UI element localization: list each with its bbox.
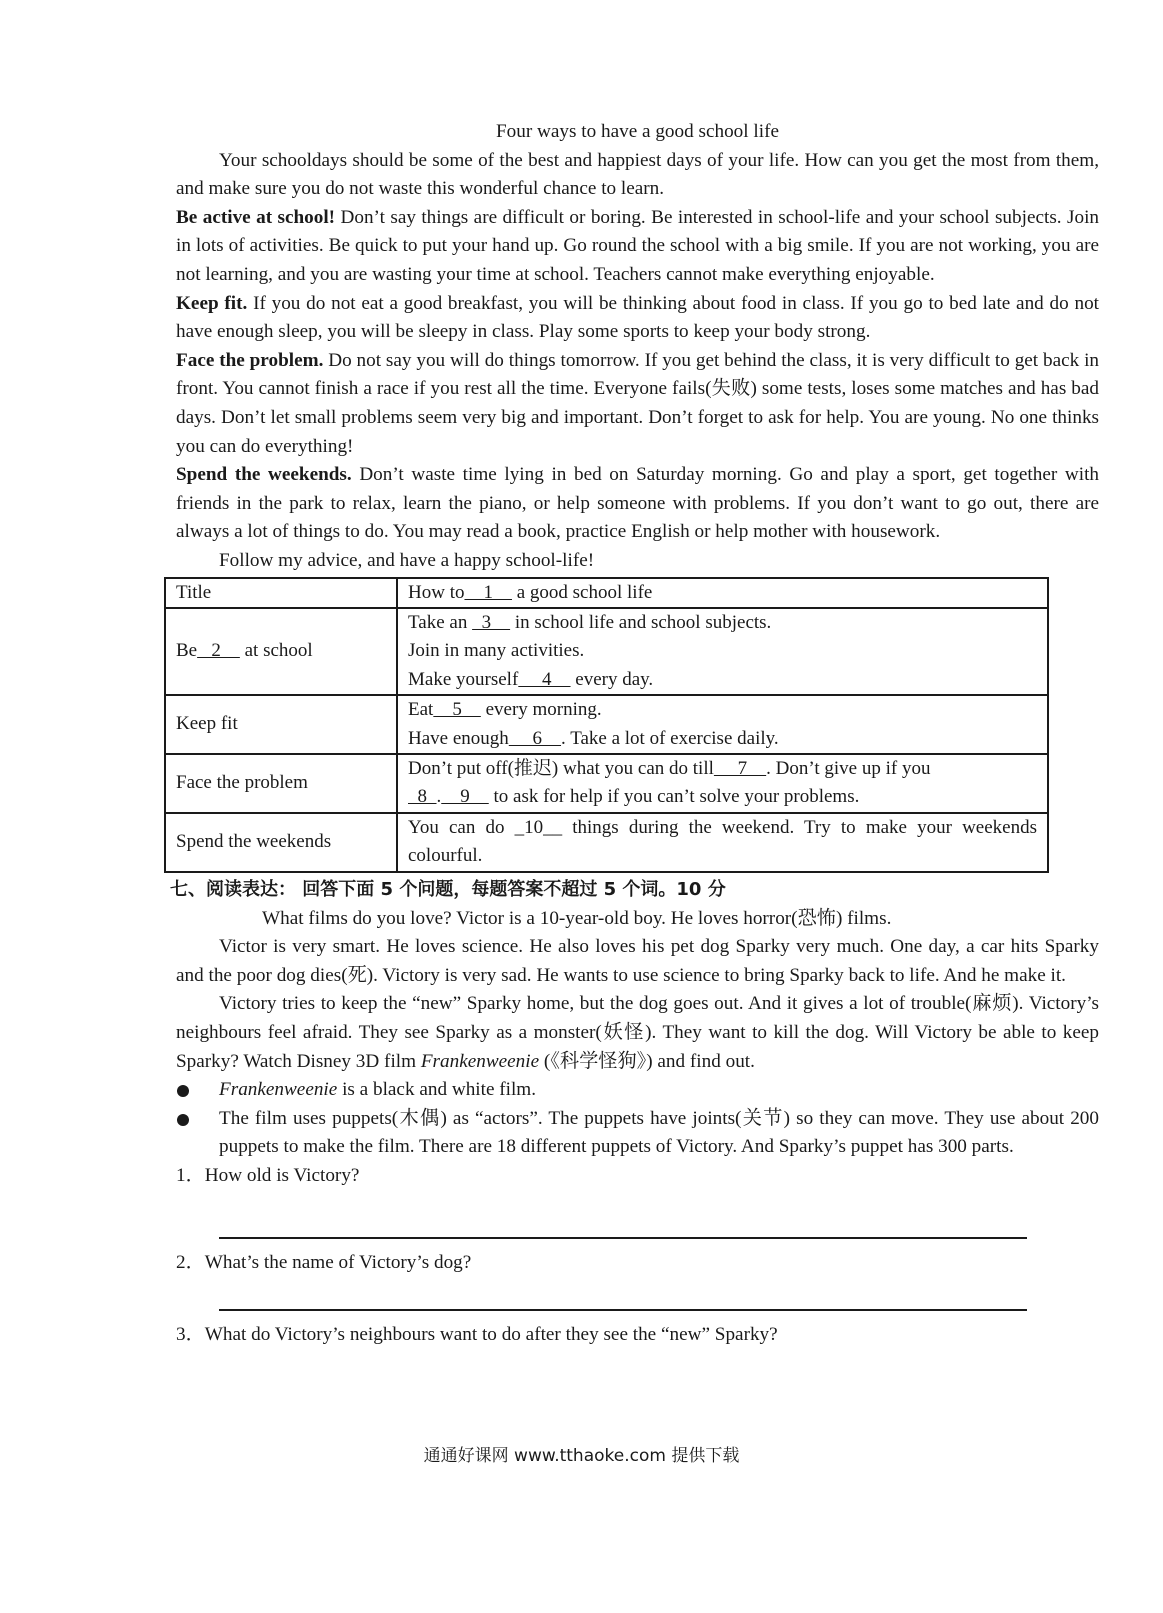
cell-text: (《科学怪狗》) and find out. [539,1050,755,1072]
blank-6[interactable]: 6 [508,727,562,749]
bullet-dot-icon [177,1085,189,1097]
section-heading: Face the problem. [176,349,324,371]
cell-line [408,696,1037,724]
table-row [165,695,1048,754]
bullet-text: is a black and white film. [337,1079,537,1101]
cell-text: . Take a lot of exercise daily. [561,727,779,749]
section-face-problem [176,347,1099,461]
table-cell-content [397,578,1048,608]
cell-text: Victory tries to keep the “new” Sparky home, but the dog goes out. And it gives a lot of trouble(麻烦). Victory’s neighbours feel afraid. They see Sparky as a monster(妖怪). They want to kill the dog. Will Victory be able to keep Sparky? Watch Disney 3D film [176,993,1099,1072]
cell-text: . [436,786,442,808]
cell-text: to ask for help if you can’t solve your problems. [488,786,860,808]
section-heading: Keep fit. [176,292,248,314]
cell-line [408,609,1037,637]
passage-intro: Your schooldays should be some of the best and happiest days of your life. How can you get the most from them, and make sure you do not waste this wonderful chance to learn. [176,149,1099,200]
cell-line [408,783,1037,811]
blank-4[interactable]: 4 [518,668,571,690]
table-cell-content [397,754,1048,813]
section-be-active [176,204,1099,290]
cell-text: Take an [408,611,473,633]
content-column [170,118,1099,1350]
bullet-item [176,1076,1099,1105]
passage-title: Four ways to have a good school life [496,121,779,142]
blank-8[interactable]: 8 [408,786,437,808]
cell-line: Join in many activities. [408,640,585,662]
cell-text: . Don’t give up if you [766,757,931,779]
cell-line [408,666,1037,694]
section-heading: Spend the weekends. [176,464,352,486]
film-paragraph-2 [176,990,1099,1076]
cell-text: a good school life [511,581,653,603]
bullet-item [176,1105,1099,1162]
cell-text: in school life and school subjects. [510,611,772,633]
table-cell-content [397,695,1048,754]
passage-closing: Follow my advice, and have a happy school-life! [219,549,595,571]
section-body: Don’t waste time lying in bed on Saturday morning. Go and play a sport, get together with friends in the park to relax, learn the piano, or help someone with problems. If you don’t want to go out, there are always a lot of things to do. You may read a book, practice English or help mother with housework. [176,464,1099,543]
cell-line [408,755,1037,783]
section-body: If you do not eat a good breakfast, you will be thinking about food in class. If you go to bed late and do not have enough sleep, you will be sleepy in class. Play some sports to keep your body strong. [176,292,1099,343]
table-cell-label: Title [165,578,397,608]
section-body: Don’t say things are difficult or boring. Be interested in school-life and your school subjects. Join in lots of activities. Be quick to put your hand up. Go round the school with a big smile. If you are not working, you are not learning, and you are wasting your time at school. Teachers cannot make everything enjoyable. [176,206,1099,285]
bullet-dot-icon [177,1114,189,1126]
section7-heading: 七、阅读表达： 回答下面 5 个问题，每题答案不超过 5 个词。10 分 [170,878,726,900]
cell-text: at school [239,640,313,662]
cell-text: every day. [570,668,654,690]
blank-2[interactable]: 2 [197,640,240,662]
cell-text: Have enough [408,727,509,749]
section-body: Do not say you will do things tomorrow. If you get behind the class, it is very difficult to get back in front. You cannot finish a race if you rest all the time. Everyone fails(失败) some tests, loses some matches and has bad days. Don’t let small problems seem very big and important. Don’t forget to ask for help. You are young. No one thinks you can do everything! [176,349,1099,457]
blank-7[interactable]: 7 [713,757,767,779]
film-intro: What films do you love? Victor is a 10-year-old boy. He loves horror(恐怖) films. [262,907,892,929]
table-cell-label: Face the problem [165,754,397,813]
film-paragraph-1: Victor is very smart. He loves science. He also loves his pet dog Sparky very much. One day, a car hits Sparky and the poor dog dies(死). Victory is very sad. He wants to use science to bring Sparky back to life. And he make it. [176,936,1099,986]
section-heading: Be active at school! [176,206,336,228]
table-row [165,813,1048,872]
cell-text: Make yourself [408,668,519,690]
table-cell-label: Spend the weekends [165,813,397,872]
film-title: Frankenweenie [219,1079,338,1101]
section-keep-fit [176,290,1099,347]
section-spend-weekends [176,461,1099,547]
table-cell-content: You can do _10__ things during the weekend. Try to make your weekends colourful. [397,813,1048,872]
cell-line [408,725,1037,753]
cell-text: Eat [408,699,434,721]
table-row [165,754,1048,813]
cell-text: every morning. [480,699,602,721]
cell-text: How to [408,581,465,603]
blank-9[interactable]: 9 [441,786,489,808]
question-3: 3．What do Victory’s neighbours want to do after they see the “new” Sparky? [176,1324,778,1346]
cell-text: Don’t put off(推迟) what you can do till [408,757,714,779]
blank-5[interactable]: 5 [433,699,481,721]
blank-1[interactable]: 1 [464,581,512,603]
table-cell-content [397,608,1048,695]
table-cell-label: Keep fit [165,695,397,754]
question-2: 2．What’s the name of Victory’s dog? [176,1251,472,1273]
summary-table [164,577,1049,873]
bullet-text: The film uses puppets(木偶) as “actors”. The puppets have joints(关节) so they can move. They use about 200 puppets to make the film. There are 18 different puppets of Victory. And Sparky’s puppet has 300 parts. [219,1107,1099,1158]
cell-text: Be [176,640,198,662]
table-cell-label [165,608,397,695]
page-footer: 通通好课网 www.tthaoke.com 提供下载 [423,1446,740,1466]
table-row [165,578,1048,608]
blank-3[interactable]: 3 [472,611,511,633]
question-1: 1．How old is Victory? [176,1164,360,1186]
table-row [165,608,1048,695]
film-title: Frankenweenie [420,1050,540,1072]
